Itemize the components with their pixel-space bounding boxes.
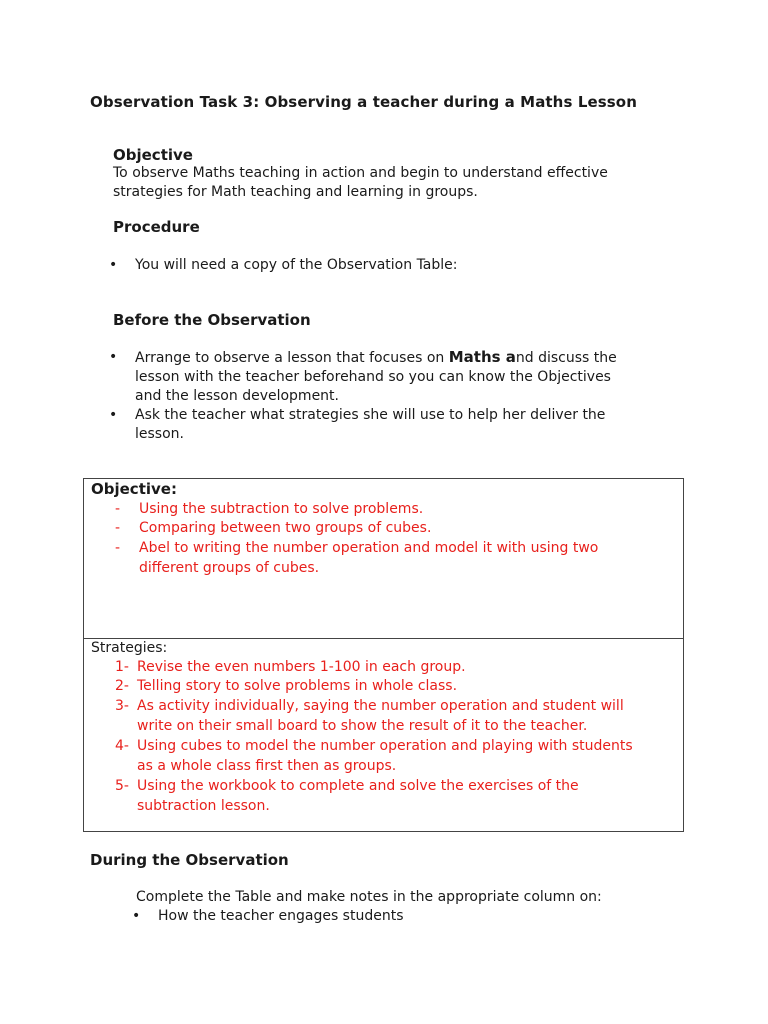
during-heading: During the Observation — [90, 851, 289, 869]
strategy-number: 2- — [115, 678, 129, 694]
strategy-text: Using the workbook to complete and solve the exercises of the — [137, 778, 579, 794]
before-item-1-pre: Arrange to observe a lesson that focuses on — [135, 350, 449, 366]
strategy-item — [86, 658, 680, 677]
before-item-1-post: nd discuss the — [515, 350, 617, 366]
before-section — [113, 311, 673, 444]
strategy-item — [86, 696, 680, 736]
strategy-text: Telling story to solve problems in whole class. — [137, 678, 458, 694]
strategy-item — [86, 677, 680, 696]
strategy-number: 1- — [115, 659, 129, 675]
dash-marker: - — [115, 520, 121, 536]
objective-strategies-table — [83, 478, 684, 832]
strategy-number: 3- — [115, 698, 129, 714]
during-item: • How the teacher engages students — [113, 907, 690, 926]
table-objective-item — [88, 500, 678, 519]
before-item-1-line-3: and the lesson development. — [135, 388, 339, 404]
table-strategies-label: Strategies: — [91, 640, 168, 656]
objective-heading: Objective — [113, 146, 193, 164]
procedure-item: • You will need a copy of the Observation Table: — [90, 256, 673, 275]
document-title: Observation Task 3: Observing a teacher during a Maths Lesson — [90, 93, 637, 111]
objective-section — [113, 146, 673, 202]
table-objective-item — [88, 538, 678, 578]
table-objective-label: Objective: — [91, 480, 177, 498]
strategy-text-line-2: write on their small board to show the result of it to the teacher. — [137, 718, 588, 734]
table-objective-item-text: Using the subtraction to solve problems. — [139, 501, 424, 517]
during-section — [90, 851, 690, 926]
objective-text-line-1: To observe Maths teaching in action and begin to understand effective — [113, 165, 608, 181]
objective-text-line-2: strategies for Math teaching and learning in groups. — [113, 184, 478, 200]
before-item-1-bold: Maths a — [448, 348, 516, 366]
strategy-text-line-2: as a whole class first then as groups. — [137, 758, 397, 774]
table-row-objective — [84, 479, 683, 639]
dash-marker: - — [115, 501, 121, 517]
procedure-list — [90, 256, 673, 275]
procedure-section — [113, 218, 673, 275]
strategy-text-line-2: subtraction lesson. — [137, 798, 270, 814]
before-item-2 — [90, 406, 673, 444]
table-objective-item-text: Abel to writing the number operation and model it with using two — [139, 540, 599, 556]
before-item-1 — [90, 348, 673, 406]
table-objective-item-text: Comparing between two groups of cubes. — [139, 520, 432, 536]
strategy-text: As activity individually, saying the number operation and student will — [137, 698, 624, 714]
table-objective-item-text-line-2: different groups of cubes. — [139, 560, 320, 576]
strategy-item — [86, 736, 680, 776]
strategy-text: Revise the even numbers 1-100 in each group. — [137, 659, 466, 675]
table-strategies-list — [86, 658, 680, 816]
table-objective-item — [88, 519, 678, 538]
strategy-number: 4- — [115, 738, 129, 754]
before-heading: Before the Observation — [113, 311, 311, 329]
strategy-text: Using cubes to model the number operation and playing with students — [137, 738, 633, 754]
before-item-2-line-1: Ask the teacher what strategies she will use to help her deliver the — [135, 407, 606, 423]
procedure-heading: Procedure — [113, 218, 200, 236]
strategy-item — [86, 776, 680, 816]
before-item-1-line-2: lesson with the teacher beforehand so you can know the Objectives — [135, 369, 611, 385]
before-list — [90, 348, 673, 444]
during-list — [113, 907, 690, 926]
table-objective-list — [88, 500, 678, 578]
strategy-number: 5- — [115, 778, 129, 794]
before-item-2-line-2: lesson. — [135, 426, 184, 442]
dash-marker: - — [115, 540, 121, 556]
during-intro: Complete the Table and make notes in the appropriate column on: — [136, 889, 602, 905]
